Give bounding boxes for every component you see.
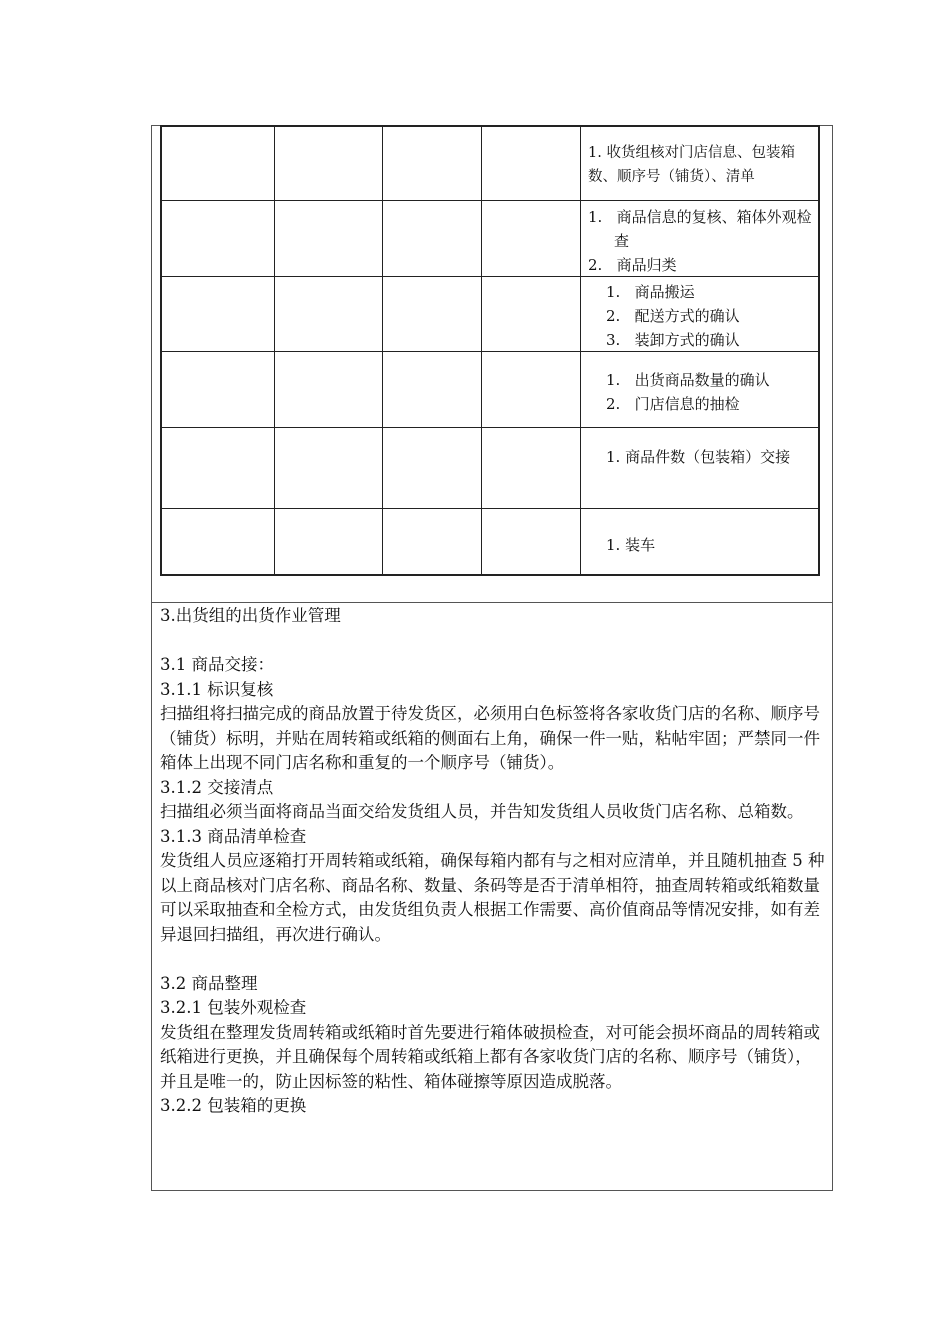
blank-line [160,629,826,654]
paragraph-3-1-2: 扫描组必须当面将商品当面交给发货组人员，并告知发货组人员收货门店名称、总箱数。 [160,802,804,821]
table-cell-item: 1. 出货商品数量的确认 [606,371,770,389]
table-cell-item: 2. 配送方式的确认 [606,307,740,325]
table-cell-item: 1. 商品搬运 [606,283,695,301]
main-content [160,604,826,1119]
table-cell-item: 1. 装车 [606,536,656,554]
outer-divider [151,602,833,603]
section-title: 3.出货组的出货作业管理 [160,606,341,625]
blank-line [160,947,826,972]
table-cell-row-5 [588,445,810,469]
heading-3-2-1: 3.2.1 包装外观检查 [160,998,307,1017]
heading-3-1-3: 3.1.3 商品清单检查 [160,826,307,846]
table-cell-row-6 [606,533,834,557]
heading-3-2: 3.2 商品整理 [160,973,258,993]
table-cell-item: 1. 商品信息的复核、箱体外观检查 [588,208,812,250]
table-cell-item: 2. 商品归类 [588,256,677,274]
heading-3-1-2: 3.1.2 交接清点 [160,777,274,797]
heading-3-1: 3.1 商品交接： [160,655,274,674]
table-cell-item: 1. 商品件数（包装箱）交接 [606,448,791,466]
paragraph-3-1-3: 发货组人员应逐箱打开周转箱或纸箱，确保每箱内都有与之相对应清单，并且随机抽查 5 种以上商品核对门店名称、商品名称、数量、条码等是否于清单相符，抽查周转箱或纸箱数量可以采取抽查和全检方式，由发货组负责人根据工作需要、高价值商品等情况安排，如有差异退回扫描组，再次进行确认。 [160,851,825,944]
table-cell-row-3 [606,280,834,352]
table-cell-row-4 [606,368,834,416]
heading-3-1-1: 3.1.1 标识复核 [160,679,274,699]
table-cell-item: 1. 收货组核对门店信息、包装箱数、顺序号（铺货）、清单 [588,145,795,185]
table-row-divider [160,200,820,201]
table-cell-row-2 [588,205,816,277]
heading-3-2-2: 3.2.2 包装箱的更换 [160,1096,307,1115]
table-cell-item: 2. 门店信息的抽检 [606,395,740,413]
paragraph-3-2-1: 发货组在整理发货周转箱或纸箱时首先要进行箱体破损检查，对可能会损坏商品的周转箱或纸箱进行更换，并且确保每个周转箱或纸箱上都有各家收货门店的名称、顺序号（铺货），并且是唯一的，防止因标签的粘性、箱体碰擦等原因造成脱落。 [160,1022,820,1091]
table-row-divider [160,427,820,428]
table-cell-row-1 [588,141,816,189]
table-cell-item: 3. 装卸方式的确认 [606,331,740,349]
paragraph-3-1-1: 扫描组将扫描完成的商品放置于待发货区，必须用白色标签将各家收货门店的名称、顺序号（铺货）标明，并贴在周转箱或纸箱的侧面右上角，确保一件一贴，粘帖牢固；严禁同一件箱体上出现不同门店名称和重复的一个顺序号（铺货）。 [160,704,820,772]
table-row-divider [160,508,820,509]
